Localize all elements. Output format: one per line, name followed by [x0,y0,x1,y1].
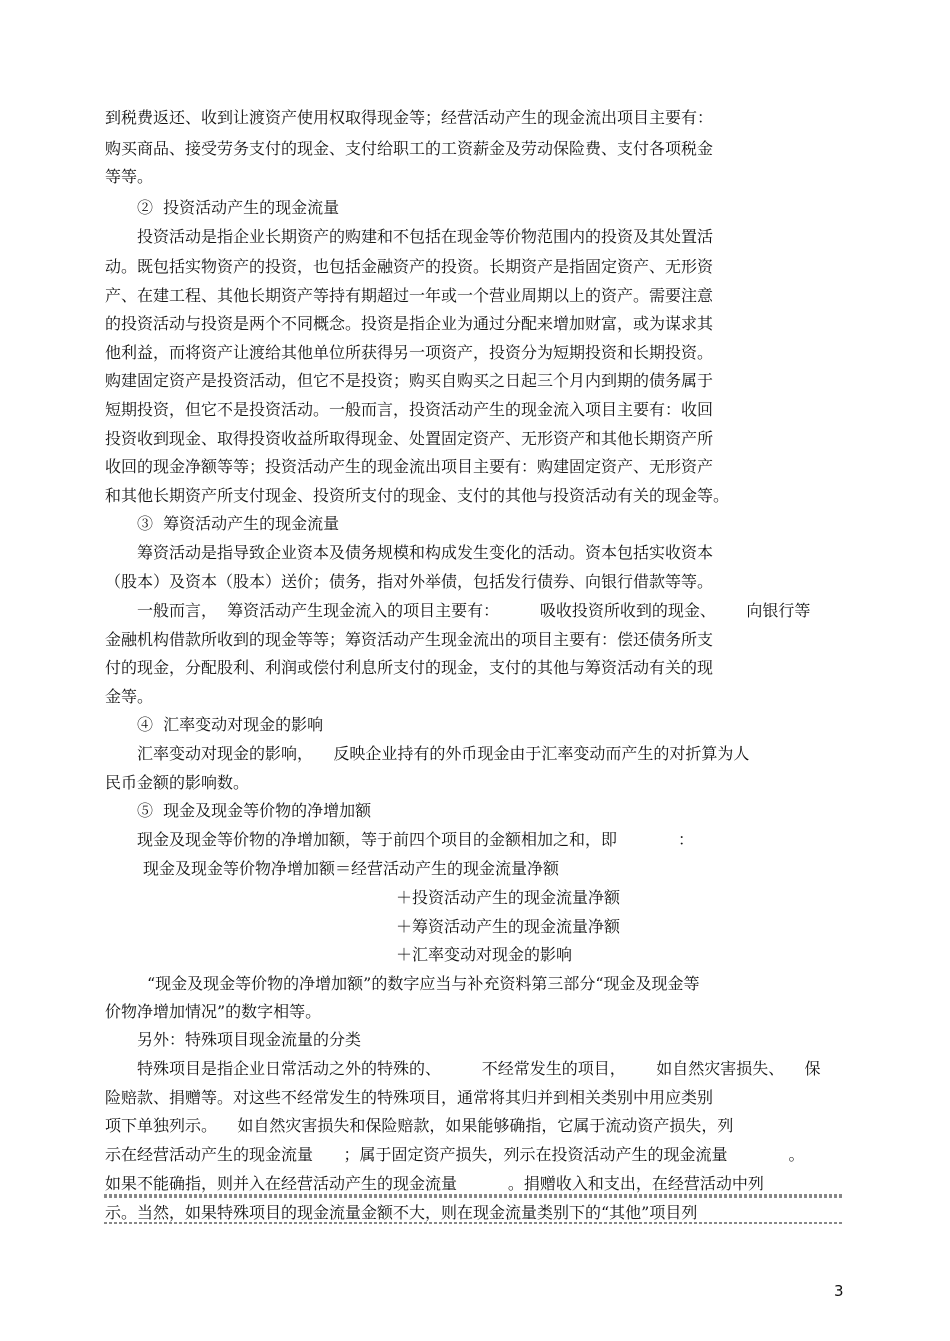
text-line: 的投资活动与投资是两个不同概念。投资是指企业为通过分配来增加财富，或为谋求其 [105,314,714,333]
section-heading: ⑤ 现金及现金等价物的净增加额 [137,801,372,820]
text-line: 汇率变动对现金的影响， 反映企业持有的外币现金由于汇率变动而产生的对折算为人 [137,744,750,763]
text-line: 投资活动是指企业长期资产的购建和不包括在现金等价物范围内的投资及其处置活 [137,227,714,246]
text-line: 如果不能确指，则并入在经营活动产生的现金流量 。捐赠收入和支出，在经营活动中列 [105,1174,764,1193]
formula-line: ＋筹资活动产生的现金流量净额 [396,917,621,936]
text-line: 投资收到现金、取得投资收益所取得现金、处置固定资产、无形资产和其他长期资产所 [105,429,714,448]
text-line: 价物净增加情况”的数字相等。 [105,1002,322,1021]
text-line: 一般而言， 筹资活动产生现金流入的项目主要有： 吸收投资所收到的现金、 向银行等 [137,601,811,620]
underline-mark [104,1222,844,1224]
text-line: 动。既包括实物资产的投资，也包括金融资产的投资。长期资产是指固定资产、无形资 [105,257,714,276]
formula-line: 现金及现金等价物净增加额＝经营活动产生的现金流量净额 [143,859,560,878]
section-heading: ③ 筹资活动产生的现金流量 [137,514,340,533]
text-line: 项下单独列示。 如自然灾害损失和保险赔款，如果能够确指，它属于流动资产损失，列 [105,1116,734,1135]
formula-line: ＋投资活动产生的现金流量净额 [396,888,621,907]
text-line: 短期投资，但它不是投资活动。一般而言，投资活动产生的现金流入项目主要有：收回 [105,400,714,419]
section-heading: 另外：特殊项目现金流量的分类 [137,1030,362,1049]
text-line: 收回的现金净额等等；投资活动产生的现金流出项目主要有：购建固定资产、无形资产 [105,457,714,476]
text-line: 金等。 [105,687,154,706]
text-line: 和其他长期资产所支付现金、投资所支付的现金、支付的其他与投资活动有关的现金等。 [105,486,730,505]
underline-mark [104,1194,844,1198]
text-line: 现金及现金等价物的净增加额，等于前四个项目的金额相加之和，即 ： [137,830,695,849]
text-line: 险赔款、捐赠等。对这些不经常发生的特殊项目，通常将其归并到相关类别中用应类别 [105,1088,714,1107]
text-line: 民币金额的影响数。 [105,773,250,792]
text-line: 他利益，而将资产让渡给其他单位所获得另一项资产，投资分为短期投资和长期投资。 [105,343,714,362]
text-line: （股本）及资本（股本）送价；债务，指对外举债，包括发行债券、向银行借款等等。 [105,572,714,591]
text-line: 金融机构借款所收到的现金等等；筹资活动产生现金流出的项目主要有：偿还债务所支 [105,630,714,649]
text-line: “现金及现金等价物的净增加额”的数字应当与补充资料第三部分“现金及现金等 [147,974,700,993]
text-line: 购买商品、接受劳务支付的现金、支付给职工的工资薪金及劳动保险费、支付各项税金 [105,139,714,158]
formula-line: ＋汇率变动对现金的影响 [396,945,573,964]
text-line: 特殊项目是指企业日常活动之外的特殊的、 不经常发生的项目， 如自然灾害损失、 保 [137,1059,821,1078]
text-line: 示。当然，如果特殊项目的现金流量金额不大，则在现金流量类别下的“其他”项目列 [105,1203,698,1222]
text-line: 等等。 [105,167,154,186]
section-heading: ④ 汇率变动对现金的影响 [137,715,324,734]
text-line: 付的现金，分配股利、利润或偿付利息所支付的现金，支付的其他与筹资活动有关的现 [105,658,714,677]
page-number: 3 [834,1282,844,1300]
section-heading: ② 投资活动产生的现金流量 [137,198,340,217]
text-line: 购建固定资产是投资活动，但它不是投资；购买自购买之日起三个月内到期的债务属于 [105,371,714,390]
text-line: 示在经营活动产生的现金流量 ；属于固定资产损失，列示在投资活动产生的现金流量 。 [105,1145,805,1164]
text-line: 产、在建工程、其他长期资产等持有期超过一年或一个营业周期以上的资产。需要注意 [105,286,714,305]
text-line: 到税费返还、收到让渡资产使用权取得现金等；经营活动产生的现金流出项目主要有： [105,108,714,127]
text-line: 筹资活动是指导致企业资本及债务规模和构成发生变化的活动。资本包括实收资本 [137,543,714,562]
